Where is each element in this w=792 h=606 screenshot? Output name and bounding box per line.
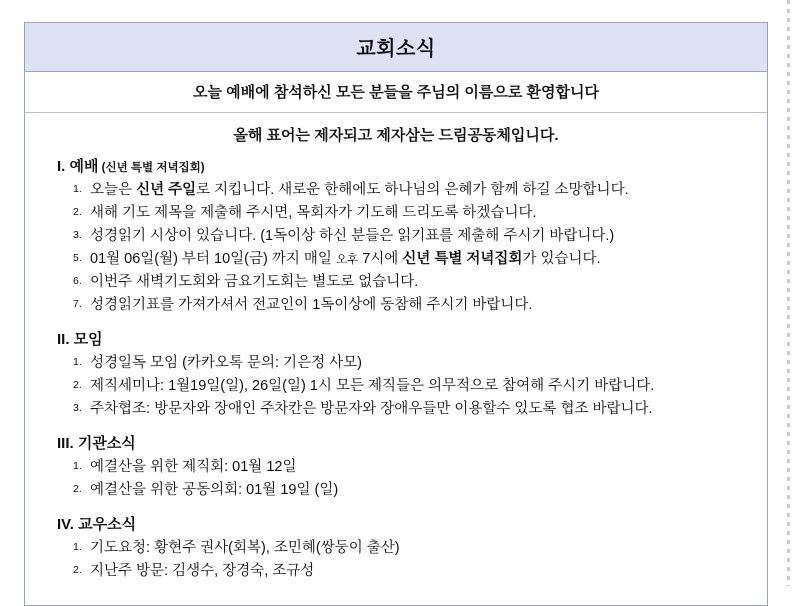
- list-item: [73, 456, 753, 478]
- section-item-list: [39, 537, 753, 582]
- section-heading: [57, 513, 753, 534]
- list-item-text-part: 기도요청: 황현주 권사(회복), 조민혜(쌍둥이 출산): [90, 540, 400, 557]
- section-item-list: [39, 179, 753, 316]
- list-item-text-part: 성경읽기표를 가져가셔서 전교인이 1독이상에 동참해 주시기 바랍니다.: [90, 297, 533, 314]
- list-item-text-part: 이번주 새벽기도회와 금요기도회는 별도로 없습니다.: [90, 274, 419, 291]
- section-heading-text: IV. 교우소식: [57, 516, 137, 534]
- list-item-text: [90, 401, 653, 417]
- list-item-text-part: 오후: [335, 254, 359, 267]
- list-item-text-part: 01월 06일(월) 부터 10일(금) 까지 매일: [90, 251, 336, 268]
- list-item-text-part: 예결산을 위한 제직회: 01월 12일: [90, 459, 297, 476]
- bulletin-section: [39, 155, 753, 316]
- bulletin-section: [39, 328, 753, 420]
- church-bulletin: [24, 22, 768, 606]
- list-item-text-part: 로 지킵니다. 새로운 한해에도 하나님의 은혜가 함께 하길 소망합니다.: [196, 182, 629, 198]
- list-item-text: [90, 540, 400, 556]
- list-item-text: [90, 205, 537, 221]
- section-item-list: [39, 352, 753, 420]
- bulletin-title-bar: [25, 23, 767, 72]
- list-item-text-part: 신년 주일: [136, 182, 197, 198]
- section-heading-text: I. 예배: [57, 158, 99, 175]
- year-slogan: 올해 표어는 제자되고 제자삼는 드림공동체입니다.: [233, 127, 559, 144]
- list-item-number: 2.: [73, 483, 82, 496]
- list-item-text: [90, 355, 362, 371]
- list-item-text-part: 예결산을 위한 공동의회: 01월 19일 (일): [90, 482, 339, 499]
- list-item-number: 3.: [73, 229, 82, 242]
- page-title: 교회소식: [356, 38, 436, 60]
- list-item-text-part: 가 있습니다.: [522, 251, 601, 268]
- list-item-text-part: 성경일독 모임 (카카오톡 문의: 기은정 사모): [90, 355, 362, 372]
- list-item-number: 6.: [73, 275, 82, 288]
- list-item-text-part: 새해 기도 제목을 제출해 주시면, 목회자가 기도해 드리도록 하겠습니다.: [90, 205, 537, 222]
- list-item-text-part: 오늘은: [90, 182, 137, 198]
- list-item-number: 7.: [73, 298, 82, 311]
- list-item-number: 2.: [73, 564, 82, 577]
- list-item-text-part: 지난주 방문: 김생수, 장경숙, 조규성: [90, 563, 315, 580]
- list-item: [73, 398, 753, 420]
- list-item: [73, 479, 753, 501]
- list-item-text: [90, 378, 654, 394]
- list-item-text: [90, 182, 629, 198]
- section-heading-text: III. 기관소식: [57, 435, 136, 453]
- list-item-number: 2.: [73, 379, 82, 392]
- list-item-text: [90, 459, 296, 475]
- list-item-number: 1.: [73, 460, 82, 473]
- list-item-text: [90, 274, 418, 290]
- list-item-text: [90, 251, 601, 267]
- list-item: [73, 248, 753, 270]
- list-item: [73, 294, 753, 316]
- list-item: [73, 179, 753, 201]
- section-heading-text: II. 모임: [57, 331, 103, 349]
- section-heading-subtext: (신년 특별 저녁집회): [98, 162, 205, 174]
- list-item: [73, 202, 753, 224]
- list-item-text-part: 성경읽기 시상이 있습니다. (1독이상 하신 분들은 읽기표를 제출해 주시기 바랍니다.): [90, 228, 615, 245]
- list-item-number: 1.: [73, 356, 82, 369]
- list-item-number: 1.: [73, 183, 82, 195]
- welcome-message: 오늘 예배에 참석하신 모든 분들을 주님의 이름으로 환영합니다: [25, 72, 767, 113]
- list-item-text: [90, 482, 338, 498]
- sections-container: [39, 155, 753, 582]
- list-item-text-part: 제직세미나: 1월19일(일), 26일(일) 1시 모든 제직들은 의무적으로 참여해 주시기 바랍니다.: [90, 378, 655, 395]
- list-item: [73, 537, 753, 559]
- list-item-number: 5.: [73, 252, 82, 265]
- list-item-text-part: 주차협조: 방문자와 장애인 주차칸은 방문자와 장애우들만 이용할수 있도록 협조 바랍니다.: [90, 401, 653, 418]
- list-item-text-part: 신년 특별 저녁집회: [402, 251, 523, 268]
- list-item: [73, 352, 753, 374]
- list-item-text-part: 7시에: [358, 251, 403, 268]
- list-item-number: 3.: [73, 402, 82, 415]
- bulletin-section: [39, 432, 753, 501]
- list-item: [73, 560, 753, 582]
- list-item-number: 2.: [73, 206, 82, 219]
- list-item-text: [90, 228, 614, 244]
- list-item-text: [90, 563, 314, 579]
- section-item-list: [39, 456, 753, 501]
- section-heading: [57, 328, 753, 349]
- list-item-number: 1.: [73, 541, 82, 554]
- list-item-text: [90, 297, 532, 313]
- bulletin-section: [39, 513, 753, 582]
- list-item: [73, 225, 753, 247]
- bulletin-body: [25, 153, 767, 605]
- section-heading: [57, 155, 753, 176]
- list-item: [73, 271, 753, 293]
- list-item: [73, 375, 753, 397]
- page-edge-decoration: [787, 0, 790, 586]
- section-heading: [57, 432, 753, 453]
